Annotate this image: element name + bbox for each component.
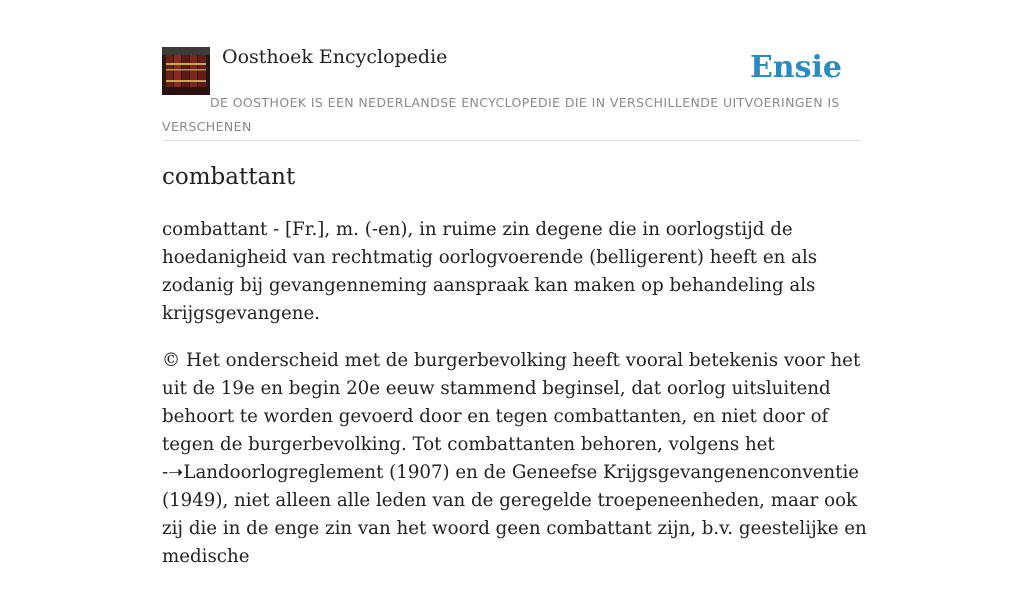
brand-logo[interactable]: Ensie — [749, 50, 842, 85]
article-title: combattant — [162, 164, 296, 190]
article-paragraph: combattant - [Fr.], m. (-en), in ruime zin degene die in oorlogstijd de hoedanigheid van rechtmatig oorlogvoerende (belligerent) heeft en als zodanig bij gevangenneming aanspraak kan maken op behandeling als krijgsgevangene. — [162, 219, 818, 324]
page — [162, 0, 867, 567]
encyclopedia-books-icon — [162, 47, 210, 95]
site-header — [162, 0, 862, 141]
site-tagline: DE OOSTHOEK IS EEN NEDERLANDSE ENCYCLOPEDIE DIE IN VERSCHILLENDE UITVOERINGEN IS VERSCHENEN — [162, 95, 840, 134]
article-paragraph: © Het onderscheid met de burgerbevolking heeft vooral betekenis voor het uit de 19e en begin 20e eeuw stammend beginsel, dat oorlog uitsluitend behoort te worden gevoerd door en tegen combattanten, en niet door of tegen de burgerbevolking. Tot combattanten behoren, volgens het -➝Landoorlogreglement (1907) en de Geneefse Krijgsgevangenenconventie (1949), niet alleen alle leden van de geregelde troepeneenheden, maar ook zij die in de enge zin van het woord geen combattant zijn, b.v. geestelijke en medische — [162, 350, 867, 567]
article-body — [162, 216, 868, 590]
site-name[interactable]: Oosthoek Encyclopedie — [222, 46, 448, 68]
site-avatar[interactable] — [162, 47, 210, 95]
